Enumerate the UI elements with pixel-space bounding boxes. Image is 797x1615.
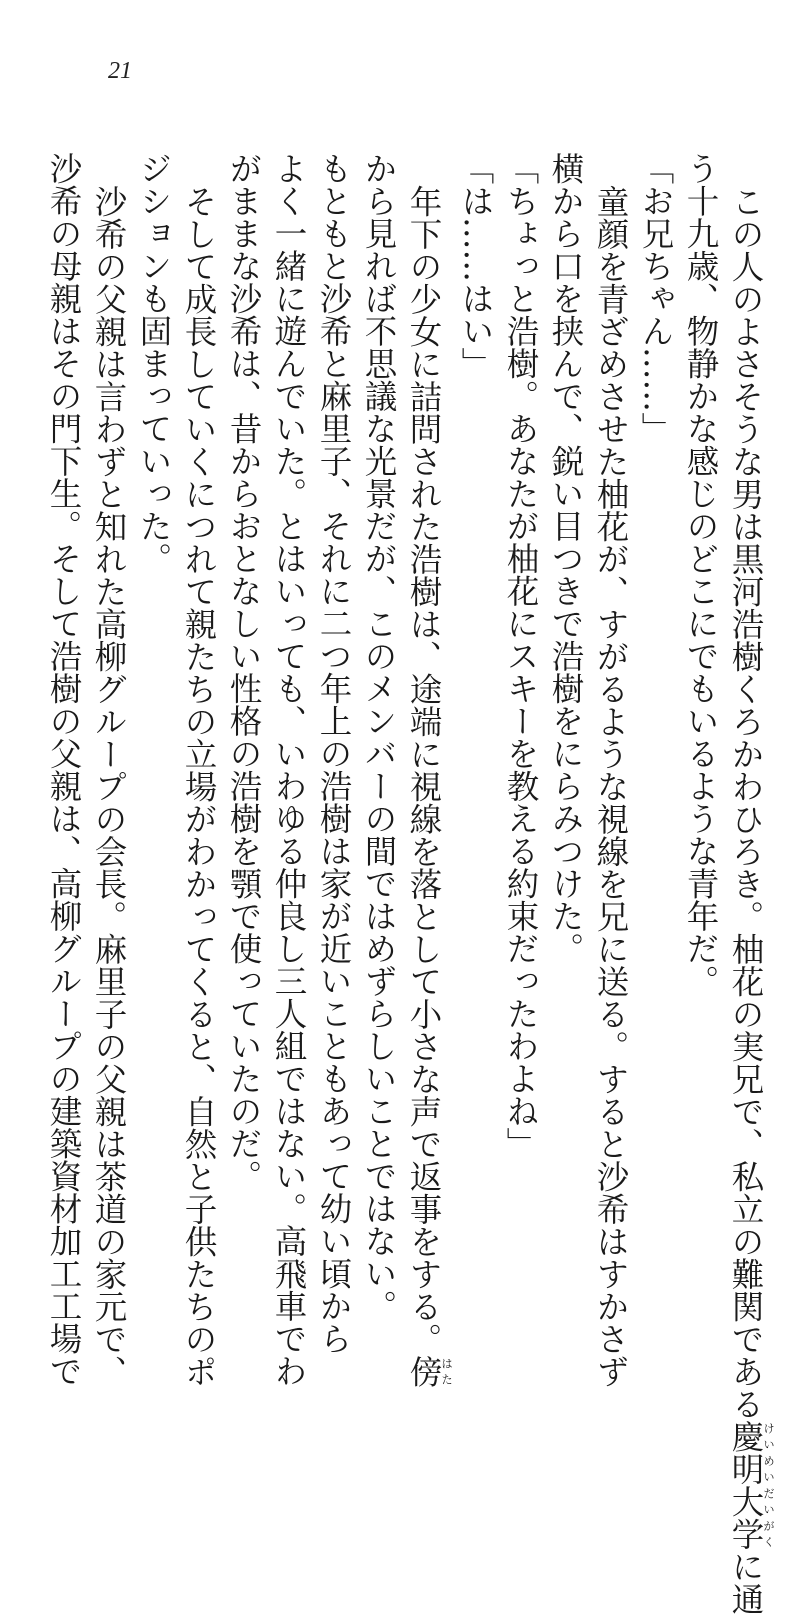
text-line: よく一緒に遊んでいた。とはいっても、いわゆる仲良し三人組ではない。高飛車でわ (270, 152, 308, 1387)
text-line: ジションも固まっていった。 (135, 152, 173, 575)
furigana: けいめいだいがく (762, 1419, 776, 1550)
text-line: から見れば不思議な光景だが、このメンバーの間ではめずらしいことではない。 (360, 152, 398, 1322)
text-line: 「ちょっと浩樹。あなたが柚花にスキーを教える約束だったわよね」 (502, 152, 540, 1160)
text-line: 童顔を青ざめさせた柚花が、すがるような視線を兄に送る。すると沙希はすかさず (592, 184, 630, 1387)
text-line: この人のよさそうな男は黒河浩樹くろかわひろき。柚花の実兄で、私立の難関である慶明大学けいめいだいがくに通 (727, 184, 776, 1615)
text-line: がままな沙希は、昔からおとなしい性格の浩樹を顎で使っていたのだ。 (225, 152, 263, 1192)
page-number: 21 (108, 58, 132, 84)
text-line: う十九歳、物静かな感じのどこにでもいるような青年だ。 (682, 152, 720, 997)
furigana: はた (440, 1354, 454, 1387)
text-line: 年下の少女に詰問された浩樹は、途端に視線を落として小さな声で返事をする。傍はた (405, 184, 454, 1387)
text-line: 「は……はい」 (457, 152, 495, 380)
text-line: 「お兄ちゃん……」 (637, 152, 675, 445)
text-line: そして成長していくにつれて親たちの立場がわかってくると、自然と子供たちのポ (180, 184, 218, 1387)
vertical-text-block (41, 152, 776, 1615)
text-line: 沙希の父親は言わずと知れた高柳グループの会長。麻里子の父親は茶道の家元で、 (90, 184, 128, 1387)
text-line: 沙希の母親はその門下生。そして浩樹の父親は、高柳グループの建築資材加工工場で (45, 152, 83, 1387)
text-line: もともと沙希と麻里子、それに二つ年上の浩樹は家が近いこともあって幼い頃から (315, 152, 353, 1355)
ruby-annotation: 傍はた (405, 1354, 454, 1387)
text-line: 横から口を挟んで、鋭い目つきで浩樹をにらみつけた。 (547, 152, 585, 965)
ruby-annotation: 慶明大学けいめいだいがく (727, 1419, 776, 1550)
